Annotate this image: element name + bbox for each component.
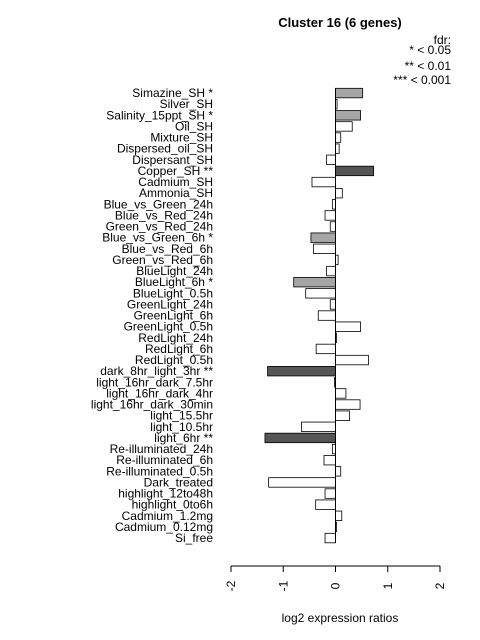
x-tick-label: -2 xyxy=(224,580,238,592)
category-label: Silver_SH xyxy=(159,97,213,112)
x-axis-label: log2 expression ratios xyxy=(281,611,399,625)
category-label: RedLight_0.5h xyxy=(134,353,213,368)
bar xyxy=(269,478,336,488)
bar xyxy=(324,455,335,465)
category-label: Dark_treated xyxy=(143,475,213,490)
x-tick-label: -1 xyxy=(276,580,291,592)
category-label: Blue_vs_Red_6h xyxy=(121,241,213,256)
legend-entry: *** < 0.001 xyxy=(393,73,451,87)
bar xyxy=(336,389,346,399)
bars-group xyxy=(265,88,374,543)
category-label: Re-illuminated_0.5h xyxy=(106,464,213,479)
category-label: Green_vs_Red_6h xyxy=(112,252,213,267)
category-label: Copper_SH ** xyxy=(137,163,213,178)
category-label: BlueLight_6h * xyxy=(134,275,213,290)
legend-entry: ** < 0.01 xyxy=(404,59,451,73)
category-label: Dispersant_SH xyxy=(132,152,213,167)
chart-title: Cluster 16 (6 genes) xyxy=(278,15,402,30)
x-tick-label: 2 xyxy=(433,582,447,590)
bar xyxy=(336,511,342,521)
bar xyxy=(325,533,335,543)
category-labels xyxy=(91,86,213,545)
bar xyxy=(336,166,374,176)
bar xyxy=(330,222,335,232)
x-tick-label: 1 xyxy=(380,582,395,590)
category-label: light_6hr ** xyxy=(154,430,213,445)
bar xyxy=(325,489,335,499)
bar xyxy=(336,133,341,143)
bar xyxy=(336,88,363,98)
category-label: Oil_SH xyxy=(174,119,213,134)
category-label: Cadmium_0.12mg xyxy=(114,519,213,534)
category-label: Blue_vs_Green_24h xyxy=(103,197,213,212)
legend-entry: * < 0.05 xyxy=(409,43,451,57)
bar xyxy=(316,344,335,354)
bar xyxy=(311,233,336,243)
category-label: Re-illuminated_6h xyxy=(116,453,213,468)
bar xyxy=(336,188,343,198)
bar xyxy=(336,400,361,410)
category-label: Ammonia_SH xyxy=(138,186,213,201)
category-label: highlight_0to6h xyxy=(131,497,213,512)
bar xyxy=(265,433,336,443)
category-label: Cadmium_SH xyxy=(138,175,213,190)
bar xyxy=(314,244,336,254)
category-label: Simazine_SH * xyxy=(132,86,213,101)
category-label: Blue_vs_Red_24h xyxy=(114,208,213,223)
bar xyxy=(336,111,361,121)
bar xyxy=(336,355,369,365)
bar xyxy=(294,277,336,287)
x-tick-label: 0 xyxy=(328,582,343,590)
category-label: GreenLight_6h xyxy=(133,308,213,323)
category-label: Green_vs_Red_24h xyxy=(105,219,213,234)
category-label: Mixture_SH xyxy=(150,130,213,145)
category-label: light_16hr_dark_30min xyxy=(90,397,213,412)
category-label: Si_free xyxy=(174,531,213,546)
category-label: Blue_vs_Green_6h * xyxy=(102,230,213,245)
bar xyxy=(336,467,341,477)
category-label: dark_8hr_light_3hr ** xyxy=(100,364,213,379)
legend-title: fdr: xyxy=(433,33,451,47)
category-label: Dispersed_oil_SH xyxy=(116,141,213,156)
bar xyxy=(336,411,350,421)
category-label: RedLight_24h xyxy=(138,330,213,345)
category-label: light_16hr_dark_7.5hr xyxy=(96,375,213,390)
category-label: RedLight_6h xyxy=(144,341,213,356)
category-label: light_15.5hr xyxy=(150,408,213,423)
x-axis xyxy=(224,566,447,591)
category-label: Salinity_15ppt_SH * xyxy=(106,108,213,123)
bar xyxy=(316,500,336,510)
category-label: Cadmium_1.2mg xyxy=(121,508,213,523)
bar xyxy=(268,366,336,376)
legend xyxy=(393,33,451,87)
bar xyxy=(327,155,336,165)
bar xyxy=(327,266,336,276)
bar xyxy=(325,211,335,221)
bar xyxy=(302,422,336,432)
category-label: Re-illuminated_24h xyxy=(109,442,213,457)
category-label: light_10.5hr xyxy=(150,419,213,434)
bar xyxy=(336,122,353,132)
category-label: light_16hr_dark_4hr xyxy=(106,386,213,401)
category-label: GreenLight_24h xyxy=(126,297,213,312)
category-label: BlueLight_0.5h xyxy=(132,286,213,301)
bar xyxy=(330,300,335,310)
bar xyxy=(336,144,340,154)
bar xyxy=(336,322,361,332)
category-label: GreenLight_0.5h xyxy=(123,319,213,334)
bar xyxy=(318,311,335,321)
category-label: highlight_12to48h xyxy=(118,486,213,501)
bar xyxy=(306,289,336,299)
bar xyxy=(312,177,336,187)
category-label: BlueLight_24h xyxy=(136,264,213,279)
